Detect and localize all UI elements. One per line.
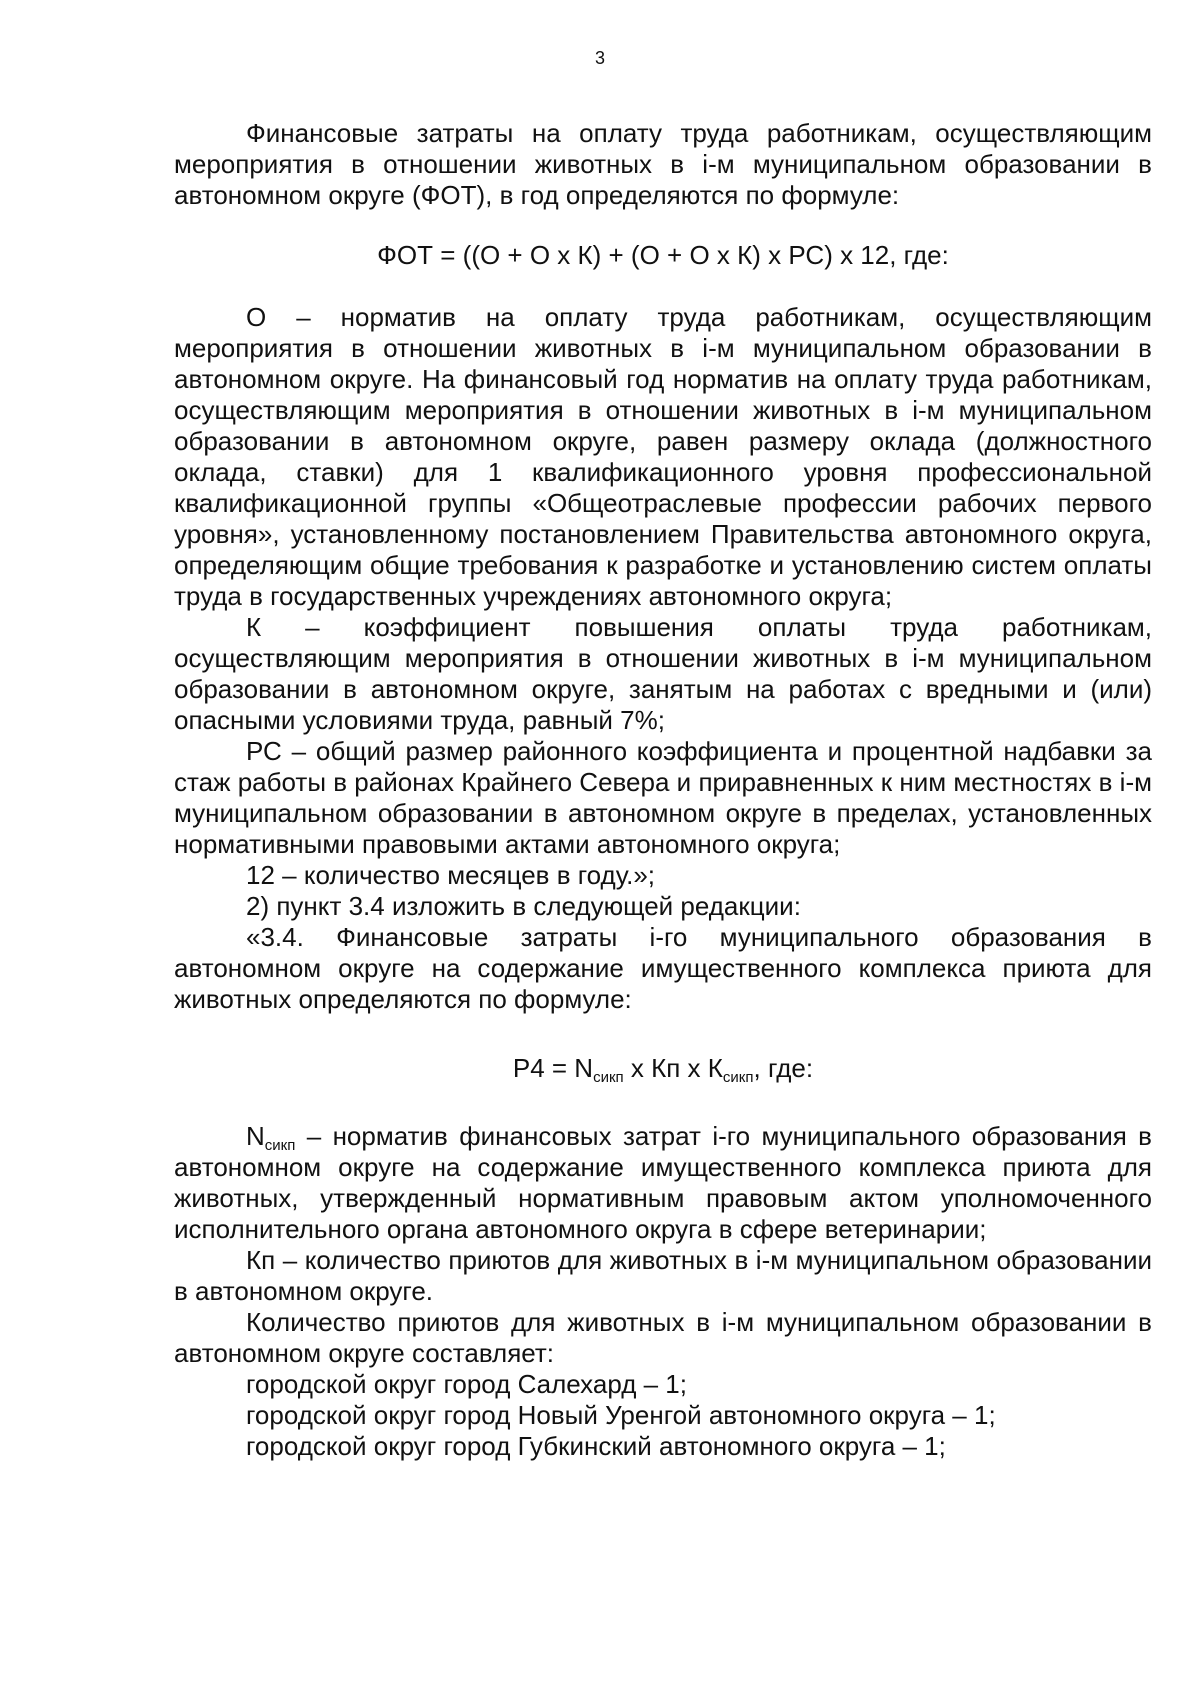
paragraph-item-2: 2) пункт 3.4 изложить в следующей редакции: [246, 891, 801, 921]
formula-p4-mid: х Кп х К [623, 1053, 723, 1083]
paragraph-fot-intro: Финансовые затраты на оплату труда работникам, осуществляющим мероприятия в отношении животных в i-м муниципальном образовании в автономном округе (ФОТ), в год определяются по формуле: [174, 118, 1152, 210]
formula-p4-right: , где: [753, 1053, 814, 1083]
list-item-novy-urengoy: городской округ город Новый Уренгой автономного округа – 1; [246, 1400, 996, 1430]
formula-fot: ФОТ = ((О + О х К) + (О + О х К) х РС) х 12, где: [377, 240, 949, 270]
paragraph-kp-definition: Кп – количество приютов для животных в i-м муниципальном образовании в автономном округе. [174, 1245, 1152, 1306]
paragraph-12-definition: 12 – количество месяцев в году.»; [246, 860, 656, 890]
paragraph-shelter-count: Количество приютов для животных в i-м муниципальном образовании в автономном округе составляет: [174, 1307, 1152, 1368]
nsikp-sub: сикп [264, 1137, 296, 1154]
list-item-salekhard: городской округ город Салехард – 1; [246, 1369, 687, 1399]
formula-p4 [174, 1053, 1152, 1084]
list-item-gubkinsky: городской округ город Губкинский автономного округа – 1; [246, 1431, 946, 1461]
paragraph-k-definition: К – коэффициент повышения оплаты труда работникам, осуществляющим мероприятия в отношении животных в i-м муниципальном образовании в автономном округе, занятым на работах с вредными и (или) опасными условиями труда, равный 7%; [174, 612, 1152, 735]
formula-p4-sub2: сикп [722, 1069, 754, 1086]
paragraph-nsikp-definition [174, 1121, 1152, 1245]
formula-p4-sub1: сикп [593, 1069, 624, 1086]
nsikp-symbol: N [246, 1121, 265, 1151]
paragraph-rs-definition: РС – общий размер районного коэффициента и процентной надбавки за стаж работы в районах Крайнего Севера и приравненных к ним местностях в i-м муниципальном образовании в автономном округе в пределах, установленных нормативными правовыми актами автономного округа; [174, 736, 1152, 859]
document-body [174, 118, 1152, 1462]
formula-p4-left: Р4 = N [512, 1053, 594, 1083]
page-number: 3 [594, 48, 605, 68]
nsikp-text: – норматив финансовых затрат i-го муниципального образования в автономном округе на содержание имущественного комплекса приюта для животных, утвержденный нормативным правовым актом уполномоченного исполнительного органа автономного округа в сфере ветеринарии; [174, 1121, 1152, 1244]
paragraph-3-4: «3.4. Финансовые затраты i-го муниципального образования в автономном округе на содержание имущественного комплекса приюта для животных определяются по формуле: [174, 922, 1152, 1014]
paragraph-o-definition: О – норматив на оплату труда работникам, осуществляющим мероприятия в отношении животных в i-м муниципальном образовании в автономном округе. На финансовый год норматив на оплату труда работникам, осуществляющим мероприятия в отношении животных в i-м муниципальном образовании в автономном округе, равен размеру оклада (должностного оклада, ставки) для 1 квалификационного уровня профессиональной квалификационной группы «Общеотраслевые профессии рабочих первого уровня», установленному постановлением Правительства автономного округа, определяющим общие требования к разработке и установлению систем оплаты труда в государственных учреждениях автономного округа; [174, 302, 1152, 611]
